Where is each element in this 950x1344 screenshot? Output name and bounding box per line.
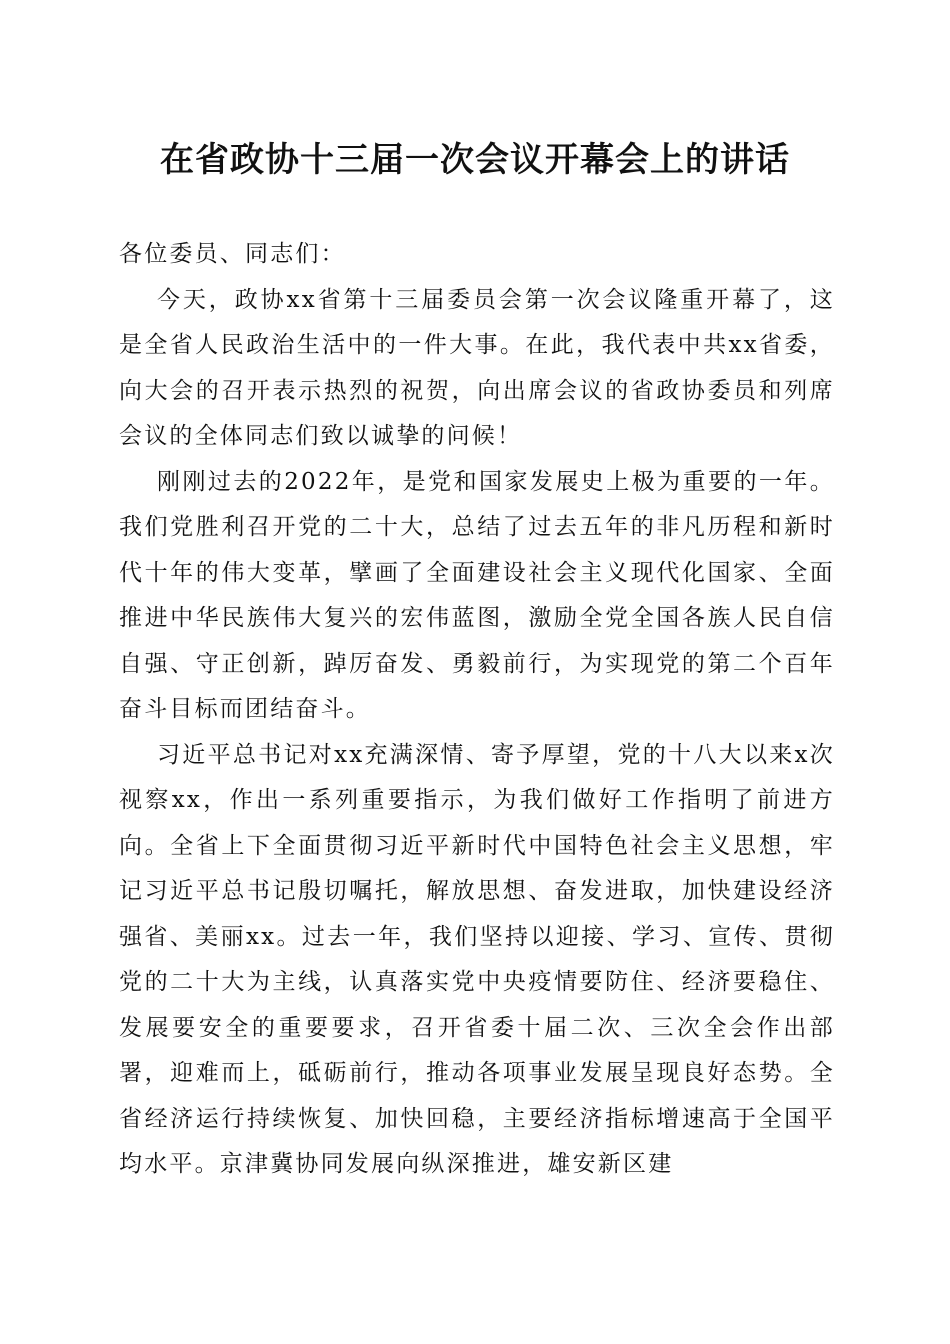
paragraph-3: 习近平总书记对xx充满深情、寄予厚望，党的十八大以来x次视察xx，作出一系列重要指示，为我们做好工作指明了前进方向。全省上下全面贯彻习近平新时代中国特色社会主义思想，牢记习近平总书记殷切嘱托，解放思想、奋发进取，加快建设经济强省、美丽xx。过去一年，我们坚持以迎接、学习、宣传、贯彻党的二十大为主线，认真落实党中央疫情要防住、经济要稳住、发展要安全的重要要求，召开省委十届二次、三次全会作出部署，迎难而上，砥砺前行，推动各项事业发展呈现良好态势。全省经济运行持续恢复、加快回稳，主要经济指标增速高于全国平均水平。京津冀协同发展向纵深推进，雄安新区建: [119, 741, 835, 1177]
document-body: [119, 232, 835, 1188]
paragraph-1: 今天，政协xx省第十三届委员会第一次会议隆重开幕了，这是全省人民政治生活中的一件大事。在此，我代表中共xx省委，向大会的召开表示热烈的祝贺，向出席会议的省政协委员和列席会议的全体同志们致以诚挚的问候！: [119, 286, 835, 449]
document-title: 在省政协十三届一次会议开幕会上的讲话: [160, 140, 790, 180]
salutation: 各位委员、同志们：: [119, 241, 346, 267]
paragraph-2: 刚刚过去的2022年，是党和国家发展史上极为重要的一年。我们党胜利召开党的二十大，总结了过去五年的非凡历程和新时代十年的伟大变革，擘画了全面建设社会主义现代化国家、全面推进中华民族伟大复兴的宏伟蓝图，激励全党全国各族人民自信自强、守正创新，踔厉奋发、勇毅前行，为实现党的第二个百年奋斗目标而团结奋斗。: [119, 468, 835, 722]
